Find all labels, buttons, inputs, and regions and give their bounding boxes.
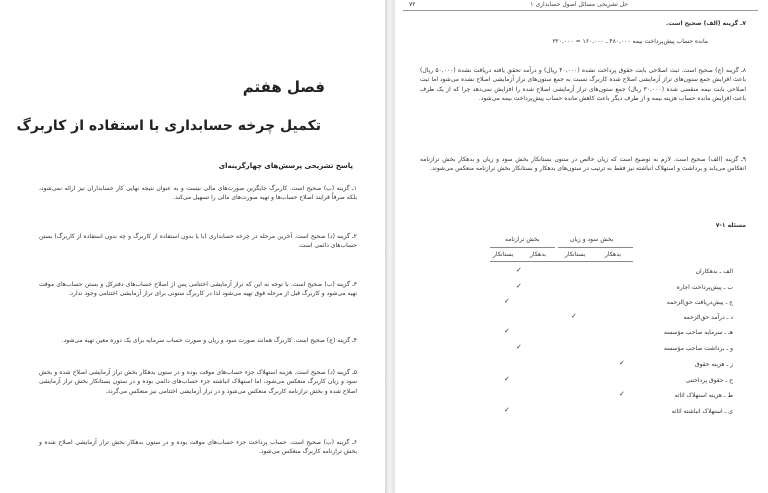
sub-header-rule <box>490 261 633 262</box>
row-label: و ـ برداشت صاحب مؤسسه <box>664 345 733 352</box>
answer-6: ۶ـ گزینه (ب) صحیح است. حساب پرداخت جزء حساب‌های موقت بوده و در ستون بدهکار بخش تراز آزمایشی اصلاح شده و بخش ترازنامه کاربرگ منعکس می‌شود. <box>39 439 357 456</box>
check-mark: ✓ <box>504 406 510 414</box>
row-label: ی ـ استهلاک انباشته اثاثه <box>671 408 733 415</box>
check-mark: ✓ <box>516 343 522 351</box>
group-header-balance: بخش ترازنامه <box>505 236 540 243</box>
chapter-label: فصل هفتم <box>242 78 325 96</box>
chapter-title: تکمیل چرخه حسابداری با استفاده از کاربرگ <box>16 118 321 134</box>
row-label: الف ـ بدهکاران <box>695 268 733 275</box>
header-rule-income <box>558 247 633 248</box>
group-header-income: بخش سود و زیان <box>570 236 614 243</box>
check-mark: ✓ <box>516 266 522 274</box>
sub-header-3: بدهکار <box>530 251 547 258</box>
answer-4: ۴ـ گزینه (ج) صحیح است. کاربرگ همانند صورت سود و زیان و صورت حساب سرمایه برای یک دوره معین تهیه می‌شود. <box>61 337 357 344</box>
row-label: ب ـ پیش‌پرداخت اجاره <box>676 284 733 291</box>
header-rule-balance <box>490 247 555 248</box>
check-mark: ✓ <box>571 312 577 320</box>
balance-line: مانده حساب پیش‌پرداخت بیمه ۴۸۰,۰۰۰ ـ ۱۶۰,۰۰۰ = ۳۲۰,۰۰۰ <box>552 38 708 45</box>
sub-header-4: بستانکار <box>493 251 514 258</box>
answer-3: ۳ـ گزینه (ب) صحیح است. با توجه به این که تراز آزمایشی اختتامی پس از اصلاح حساب‌های دفترکل و بستن حساب‌های موقت تهیه می‌شود و کاربرگ قبل از مرحله فوق تهیه می‌شود لذا در کاربرگ ستونی برای تراز آزمایشی اختتامی وجود ندارد. <box>39 281 357 298</box>
answer-1: ۱ـ گزینه (ب) صحیح است. کاربرگ جایگزین صورت‌های مالی نیست و به عنوان نتیجه نهایی کار حسابداران نیز ارائه نمی‌شود، بلکه صرفاً فرایند اصلاح حساب‌ها و تهیه صورت‌های مالی را تسهیل می‌کند. <box>39 185 357 202</box>
row-label: ج ـ پیش‌دریافت حق‌الزحمه <box>666 299 733 306</box>
check-mark: ✓ <box>504 375 510 383</box>
answer-7: ۷ـ گزینه (الف) صحیح است. <box>665 20 746 27</box>
section-heading: پاسخ تشریحی پرسش‌های چهارگزینه‌ای <box>218 162 353 170</box>
answer-5: ۵ـ گزینه (د) صحیح است. هزینه استهلاک جزء حساب‌های موقت بوده و در ستون بدهکار بخش تراز آزمایشی اصلاح شده و بخش سود و زیان کاربرگ منعکس می‌شود، اما استهلاک انباشته جزء حساب‌های دائمی بوده و در ستون بستانکار بخش تراز آزمایشی اصلاح شده و بخش ترازنامه کاربرگ منعکس می‌شود و در تراز آزمایشی اختتامی نیز منعکس می‌گردد. <box>39 369 357 395</box>
row-label: ح ـ حقوق پرداختنی <box>685 377 733 384</box>
answer-9: ۹ـ گزینه (الف) صحیح است. لازم به توضیح است که زیان خالص در ستون بستانکار بخش سود و زیان و بدهکار بخش ترازنامه انعکاس می‌یابد و برداشت و استهلاک انباشته نیز فقط به ترتیب در ستون‌های بدهکار و بستانکار بخش ترازنامه منعکس می‌شوند. <box>420 156 746 173</box>
problem-heading: مسئله ۱-۷ <box>715 222 746 229</box>
book-gutter <box>385 0 395 493</box>
check-mark: ✓ <box>619 359 625 367</box>
check-mark: ✓ <box>504 327 510 335</box>
check-mark: ✓ <box>516 282 522 290</box>
answer-8: ۸ـ گزینه (ج) صحیح است. ثبت اصلاحی بابت حقوق پرداخت نشده (۴۰,۰۰۰ ریال) و درآمد تحقق یافته دریافت نشده (۵۰,۰۰۰ ریال) باعث افزایش جمع ستون‌های تراز آزمایشی اصلاح شده کاربرگ نسبت به جمع ستون‌های تراز آزمایشی اصلاح نشده می‌شود اما ثبت اصلاحی بابت بیمه منقضی شده (۳۰,۰۰۰ ریال) جمع ستون‌های تراز آزمایشی اصلاح شده را افزایش نمی‌دهد چرا که از یک طرف باعث افزایش مانده حساب هزینه بیمه و از طرف دیگر باعث کاهش مانده حساب پیش‌پرداخت بیمه می‌شود. <box>420 67 747 102</box>
row-label: ز ـ هزینه حقوق <box>694 361 733 368</box>
right-page <box>395 0 768 493</box>
running-head: حل تشریحی مسائل اصول حسابداری ۱ <box>530 1 628 8</box>
page-number: ۷۲ <box>409 1 416 8</box>
row-label: د ـ درآمد حق‌الزحمه <box>683 314 733 321</box>
answer-2: ۲ـ گزینه (د) صحیح است. آخرین مرحله در چرخه حسابداری (با یا بدون استفاده از کاربرگ و چه بدون استفاده از کاربرگ) بستن حساب‌های دائمی است. <box>39 233 357 250</box>
row-label: هـ ـ سرمایه صاحب مؤسسه <box>663 329 733 336</box>
row-label: ط ـ هزینه استهلاک اثاثه <box>674 392 733 399</box>
sub-header-2: بستانکار <box>565 251 586 258</box>
check-mark: ✓ <box>504 297 510 305</box>
check-mark: ✓ <box>619 390 625 398</box>
sub-header-1: بدهکار <box>605 251 622 258</box>
header-rule <box>403 10 758 11</box>
